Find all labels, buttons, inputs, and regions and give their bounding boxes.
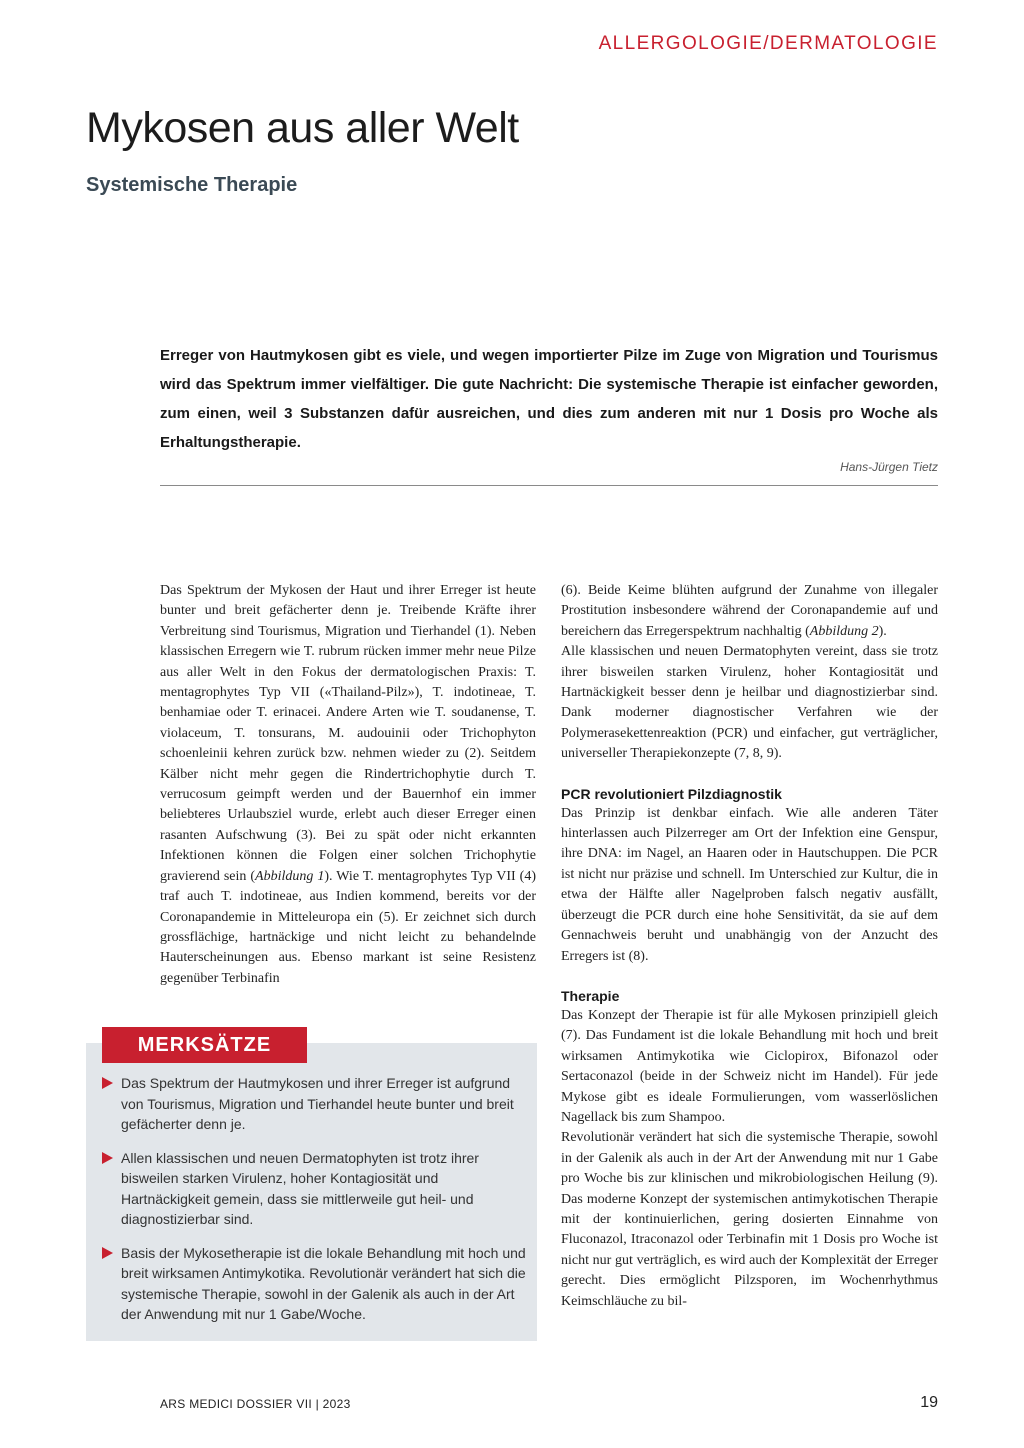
- paragraph: Das Konzept der Therapie ist für alle Mykosen prinzipiell gleich (7). Das Fundament ist die lokale Behandlung mit hoch und breit wirksamen Antimykotika wie Ciclopirox, Bifonazol oder Sertaconazol (beide in der Schweiz nicht im Handel). Für jede Mykose gibt es ideale Formulierungen, vom wasserlöslichen Nagellack bis zum Shampoo.: [561, 1007, 938, 1125]
- page-number: 19: [920, 1394, 938, 1411]
- paragraph: Revolutionär verändert hat sich die systemische Therapie, sowohl in der Galenik als auch in der Art der Anwendung mit nur 1 Gabe pro Woche bis zur klinischen und mikrobiologischen Heilung (9). Das moderne Konzept der systemischen antimykotischen Therapie mit der kontinuierlichen, gering dosierten Einnahme von Fluconazol, Itraconazol oder Terbinafin mit 1 Dosis pro Woche ist nicht nur gut verträglich, es wird auch der Komplexität der Erreger gerecht. Dies ermöglicht Pilzsporen, im Wochenrhythmus Keimschläuche zu bil-: [561, 1130, 938, 1309]
- list-item: [102, 1073, 528, 1135]
- divider: [160, 485, 938, 486]
- paragraph-text: ).: [878, 623, 887, 639]
- merksaetze-list: [102, 1073, 528, 1338]
- list-item-text: Das Spektrum der Hautmykosen und ihrer Erreger ist aufgrund von Tourismus, Migration und Tierhandel heute bunter und breit gefächerter denn je.: [121, 1075, 514, 1132]
- list-item: [102, 1243, 528, 1325]
- paragraph: Das Prinzip ist denkbar einfach. Wie alle anderen Täter hinterlassen auch Pilzerreger am Ort der Infektion eine Genspur, ihre DNA: im Nagel, an Haaren oder in Hautschuppen. Die PCR ist nicht nur präzise und schnell. Im Unterschied zur Kultur, die in etwa der Hälfte aller Nagelproben falsch negativ ausfällt, überzeugt die PCR durch eine hohe Sensitivität, da sie auf dem Gennachweis beruht und unabhängig von der Anzucht des Erregers ist (8).: [561, 805, 938, 964]
- text-column-right: [561, 581, 938, 1312]
- author-name: Hans-Jürgen Tietz: [840, 460, 938, 474]
- paragraph-text: (6). Beide Keime blühten aufgrund der Zunahme von illegaler Prostitution insbesondere während der Coronapandemie auf und bereichern das Erregerspektrum nachhaltig (: [561, 583, 938, 639]
- paragraph: Alle klassischen und neuen Dermatophyten vereint, dass sie trotz ihrer bisweilen starken Virulenz, hoher Kontagiosität und Hartnäckigkeit besser denn je heilbar und diagnostizierbar sind. Dank moderner diagnostischer Verfahren wie der Polymerasekettenreaktion (PCR) und einfacher, gut verträglicher, universeller Therapiekonzepte (7, 8, 9).: [561, 644, 938, 762]
- section-heading-pcr: PCR revolutioniert Pilzdiagnostik: [561, 785, 782, 802]
- article-title: Mykosen aus aller Welt: [86, 104, 519, 152]
- arrow-icon: [102, 1247, 113, 1259]
- list-item: [102, 1148, 528, 1230]
- paragraph-text: Das Spektrum der Mykosen der Haut und ihrer Erreger ist heute bunter und breit gefächerter denn je. Treibende Kräfte ihrer Verbreitung sind Tourismus, Migration und Tierhandel (1). Neben klassischen Erregern wie T. rubrum rücken immer mehr neue Pilze aus aller Welt in den Fokus der dermatologischen Praxis: T. mentagrophytes Typ VII («Thailand-Pilz»), T. indotineae, T. benhamiae oder T. erinacei. Andere Arten wie T. soudanense, T. violaceum, T. tonsurans, M. audouinii oder Trichophyton schoenleinii kehren zurück bzw. nehmen wieder zu (2). Seitdem Kälber nicht mehr gegen die Rindertrichophytie durch T. verrucosum geimpft werden und der Bauernhof ein immer beliebteres Urlaubsziel wurde, erlebt auch dieser Erreger einen rasanten Aufschwung (3). Bei zu spät oder nicht erkannten Infektionen können die Folgen einer solchen Trichophytie gravierend sein (: [160, 583, 536, 884]
- arrow-icon: [102, 1152, 113, 1164]
- paragraph-text: ). Wie T. mentagrophytes Typ VII (4) traf auch T. indotineae, aus Indien kommend, bereits vor der Coronapandemie in Mitteleuropa ein (5). Er zeichnet sich durch grossflächige, hartnäckige und nicht leicht zu behandelnde Hauterscheinungen aus. Ebenso markant ist seine Resistenz gegenüber Terbinafin: [160, 868, 536, 986]
- list-item-text: Allen klassischen und neuen Dermatophyten ist trotz ihrer bisweilen starken Virulenz, hoher Kontagiosität und Hartnäckigkeit gemein, dass sie mittlerweile gut heil- und diagnostizierbar sind.: [121, 1149, 479, 1227]
- section-label: ALLERGOLOGIE/DERMATOLOGIE: [598, 33, 938, 54]
- text-column-left: [160, 581, 536, 989]
- figure-reference: Abbildung 1: [255, 868, 325, 884]
- paragraph: [160, 581, 536, 989]
- publication-footer: ARS MEDICI DOSSIER VII | 2023: [160, 1397, 351, 1411]
- article-lead: Erreger von Hautmykosen gibt es viele, und wegen importierter Pilze im Zuge von Migration und Tourismus wird das Spektrum immer vielfältiger. Die gute Nachricht: Die systemische Therapie ist einfacher geworden, zum einen, weil 3 Substanzen dafür ausreichen, und dies zum anderen mit nur 1 Dosis pro Woche als Erhaltungstherapie.: [160, 347, 938, 451]
- figure-reference: Abbildung 2: [809, 623, 879, 639]
- section-heading-therapie: Therapie: [561, 987, 620, 1004]
- arrow-icon: [102, 1077, 113, 1089]
- merksaetze-title: MERKSÄTZE: [102, 1027, 307, 1063]
- list-item-text: Basis der Mykosetherapie ist die lokale Behandlung mit hoch und breit wirksamen Antimykotika. Revolutionär verändert hat sich die systemische Therapie, sowohl in der Galenik als auch in der Art der Anwendung mit nur 1 Gabe/Woche.: [121, 1244, 526, 1322]
- article-subtitle: Systemische Therapie: [86, 174, 298, 196]
- paragraph: [561, 581, 938, 642]
